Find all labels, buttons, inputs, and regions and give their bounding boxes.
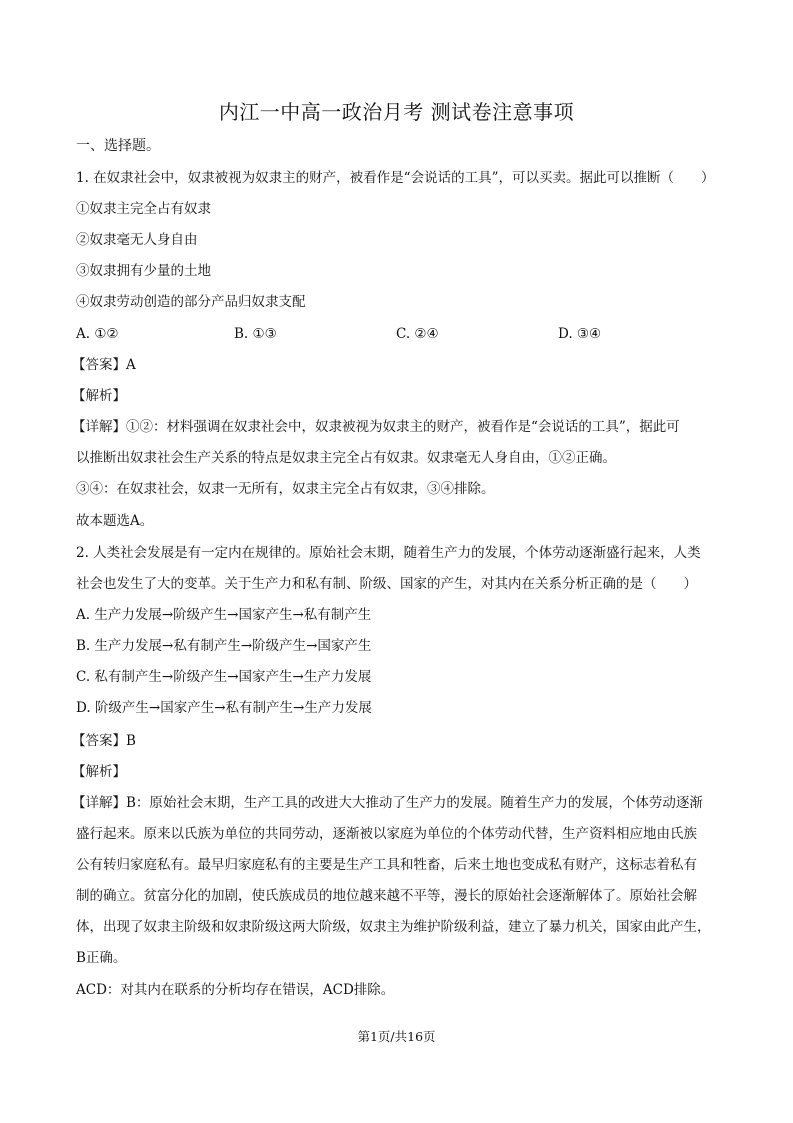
question-2-detail-line-2: 盛行起来。原来以氏族为单位的共同劳动，逐渐被以家庭为单位的个体劳动代替，生产资料相应地由氏族 [76,826,697,842]
question-1-stem: 1. 在奴隶社会中，奴隶被视为奴隶主的财产，被看作是“会说话的工具”，可以买卖。据此可以推断（ ） [76,170,715,186]
question-1-item-4: ④奴隶劳动创造的部分产品归奴隶支配 [76,294,306,310]
question-2-stem-line-1: 2. 人类社会发展是有一定内在规律的。原始社会末期，随着生产力的发展，个体劳动逐渐盛行起来，人类 [76,545,701,561]
question-2-option-a: A. 生产力发展→阶级产生→国家产生→私有制产生 [76,607,372,623]
question-2-option-c: C. 私有制产生→阶级产生→国家产生→生产力发展 [76,669,372,685]
question-1-option-b: B. ①③ [234,326,277,342]
question-1-item-3: ③奴隶拥有少量的土地 [76,263,211,279]
question-2-option-b: B. 生产力发展→私有制产生→阶级产生→国家产生 [76,638,372,654]
question-1-option-a: A. ①② [76,326,119,342]
question-1-analysis-label: 【解析】 [72,388,126,404]
question-1-detail-line-3: ③④：在奴隶社会，奴隶一无所有，奴隶主完全占有奴隶，③④排除。 [76,481,495,497]
question-1-item-2: ②奴隶毫无人身自由 [76,232,198,248]
page-footer: 第1页/共16页 [357,1029,436,1044]
question-2-answer: 【答案】B [72,733,136,749]
question-2-detail-line-5: 体，出现了奴隶主阶级和奴隶阶级这两大阶级，奴隶主为维护阶级利益，建立了暴力机关，国家由此产生， [76,919,711,935]
question-1-conclusion: 故本题选A。 [76,513,154,529]
question-2-detail-line-4: 制的确立。贫富分化的加剧，使氏族成员的地位越来越不平等，漫长的原始社会逐渐解体了。原始社会解 [76,888,697,904]
question-2-acd-note: ACD：对其内在联系的分析均存在错误，ACD排除。 [76,982,395,998]
question-1-detail-line-1: 【详解】①②：材料强调在奴隶社会中，奴隶被视为奴隶主的财产，被看作是“会说话的工具”，据此可 [72,419,680,435]
question-2-detail-line-1: 【详解】B：原始社会末期，生产工具的改进大大推动了生产力的发展。随着生产力的发展，个体劳动逐渐 [72,795,703,811]
document-title: 内江一中高一政治月考 测试卷注意事项 [218,100,575,124]
question-1-item-1: ①奴隶主完全占有奴隶 [76,201,211,217]
question-1-detail-line-2: 以推断出奴隶社会生产关系的特点是奴隶主完全占有奴隶。奴隶毫无人身自由，①②正确。 [76,450,616,466]
question-1-answer: 【答案】A [72,357,136,373]
question-1-option-c: C. ②④ [396,326,439,342]
question-2-option-d: D. 阶级产生→国家产生→私有制产生→生产力发展 [76,700,372,716]
question-2-detail-line-6: B正确。 [76,950,127,966]
question-2-stem-line-2: 社会也发生了大的变革。关于生产力和私有制、阶级、国家的产生，对其内在关系分析正确的是（ ） [76,576,697,592]
question-2-analysis-label: 【解析】 [72,764,126,780]
question-2-detail-line-3: 公有转归家庭私有。最早归家庭私有的主要是生产工具和牲畜，后来土地也变成私有财产，这标志着私有 [76,857,697,873]
question-1-option-d: D. ③④ [558,326,602,342]
section-heading: 一、选择题。 [76,138,160,154]
